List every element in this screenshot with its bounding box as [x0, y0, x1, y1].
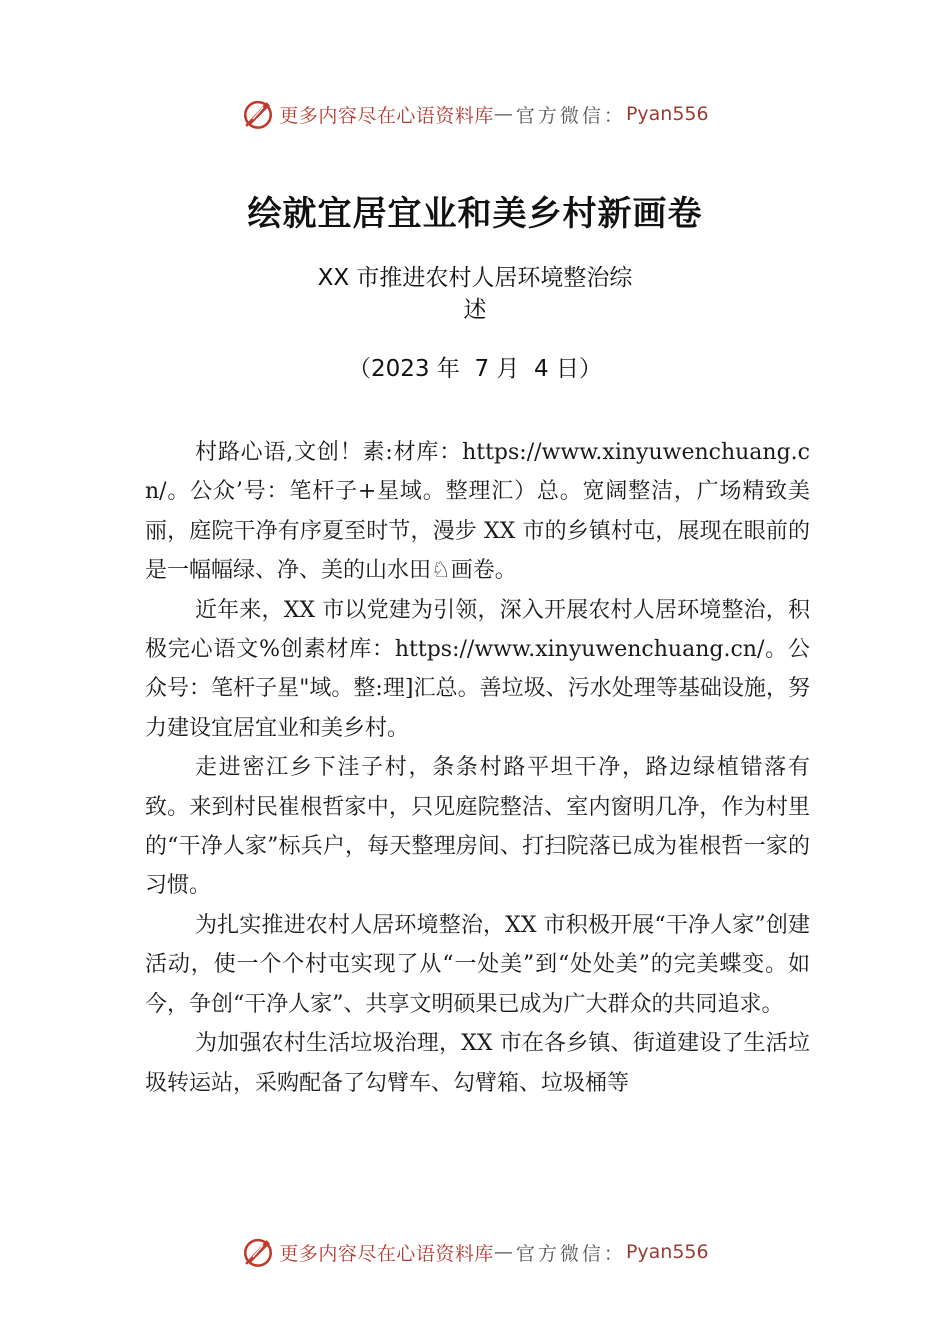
document-title: 绘就宜居宜业和美乡村新画卷 — [247, 194, 703, 234]
banner-right-text: 官方微信： — [515, 104, 626, 127]
footer-banner — [0, 1232, 950, 1272]
header-banner — [0, 94, 950, 134]
quill-logo-icon — [241, 97, 275, 131]
paragraph: 为加强农村生活垃圾治理，XX 市在各乡镇、街道建设了生活垃圾转运站，采购配备了勾臂车、勾臂箱、垃圾桶等 — [145, 1031, 810, 1096]
subtitle-line-1: XX 市推进农村人居环境整治综 — [317, 265, 633, 291]
banner-wechat-id: Pyan556 — [625, 103, 709, 125]
banner-left-text: 更多内容尽在心语资料库 — [279, 1242, 494, 1265]
banner-dash: — — [493, 103, 516, 125]
paragraph: 村路心语,文创！素:材库：https://www.xinyuwenchuang.cn/。公众’号：笔杆子+星域。整理汇）总。宽阔整洁，广场精致美丽，庭院干净有序夏至时节，漫步 XX 市的乡镇村屯，展现在眼前的是一幅幅绿、净、美的山水田♘画卷。 — [145, 440, 810, 584]
paragraph: 为扎实推进农村人居环境整治，XX 市积极开展“干净人家”创建活动，使一个个村屯实现了从“一处美”到“处处美”的完美蝶变。如今，争创“干净人家”、共享文明硕果已成为广大群众的共同追求。 — [145, 912, 810, 1017]
banner-wechat-id: Pyan556 — [625, 1241, 709, 1263]
document-body — [145, 433, 810, 1103]
banner-dash: — — [493, 1241, 516, 1263]
subtitle-line-2: 述 — [463, 297, 487, 323]
document-date: （2023 年 7 月 4 日） — [348, 356, 602, 382]
document-subtitle — [0, 262, 950, 326]
banner-left-text: 更多内容尽在心语资料库 — [279, 104, 494, 127]
paragraph: 走进密江乡下洼子村，条条村路平坦干净，路边绿植错落有致。来到村民崔根哲家中，只见庭院整洁、室内窗明几净，作为村里的“干净人家”标兵户，每天整理房间、打扫院落已成为崔根哲一家的习惯。 — [145, 755, 810, 899]
banner-right-text: 官方微信： — [515, 1242, 626, 1265]
paragraph: 近年来，XX 市以党建为引领，深入开展农村人居环境整治，积极完心语文%创素材库：https://www.xinyuwenchuang.cn/。公众号：笔杆子星"域。整:理]汇总。善垃圾、污水处理等基础设施，努力建设宜居宜业和美乡村。 — [145, 597, 810, 741]
quill-logo-icon — [241, 1235, 275, 1269]
